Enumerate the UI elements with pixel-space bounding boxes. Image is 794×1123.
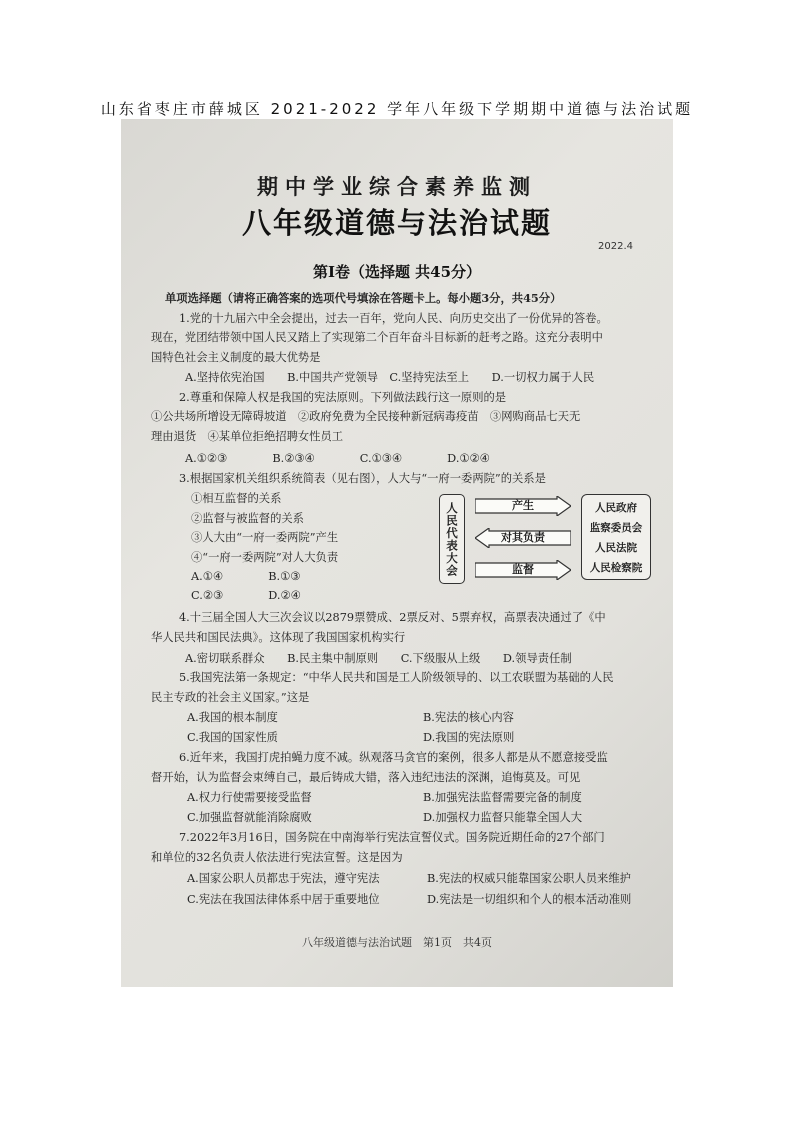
state-organs-box xyxy=(581,494,651,580)
text-line: ①相互监督的关系 xyxy=(191,492,282,505)
text-line: 理由退货 ④某单位拒绝招聘女性员工 xyxy=(151,430,344,443)
arrow-produce xyxy=(475,496,571,516)
text-line: 4.十三届全国人大三次会议以2879票赞成、2票反对、5票弃权，高票表决通过了《中 xyxy=(179,611,606,624)
text-line: 单项选择题（请将正确答案的选项代号填涂在答题卡上。每小题3分，共45分） xyxy=(165,291,562,305)
text-line: 民主专政的社会主义国家。”这是 xyxy=(151,691,310,704)
text-line: 7.2022年3月16日，国务院在中南海举行宪法宣誓仪式。国务院近期任命的27个部门 xyxy=(179,831,605,844)
text-line: 2.尊重和保障人权是我国的宪法原则。下列做法践行这一原则的是 xyxy=(179,391,507,404)
organ-supervisory: 监察委员会 xyxy=(589,521,643,534)
text-line: ③人大由“一府一委两院”产生 xyxy=(191,531,339,544)
text-line: A.坚持依宪治国 B.中国共产党领导 C.坚持宪法至上 D.一切权力属于人民 xyxy=(185,371,595,384)
text-line: ④“一府一委两院”对人大负责 xyxy=(191,551,339,564)
text-line: ②监督与被监督的关系 xyxy=(191,512,304,525)
section-title: 第Ⅰ卷（选择题 共45分） xyxy=(312,263,482,281)
arrow-supervise xyxy=(475,560,571,580)
exam-title-2: 八年级道德与法治试题 xyxy=(241,206,552,240)
organ-government: 人民政府 xyxy=(595,501,637,514)
text-line: 现在，党团结带领中国人民又踏上了实现第二个百年奋斗目标新的赶考之路。这充分表明中 xyxy=(151,331,603,344)
text-line: C.我国的国家性质 xyxy=(187,731,278,744)
text-line: 3.根据国家机关组织系统简表（见右图），人大与“一府一委两院”的关系是 xyxy=(179,472,546,485)
text-line: A.①②③ B.②③④ C.①③④ D.①②④ xyxy=(185,452,490,465)
text-line: 5.我国宪法第一条规定：“中华人民共和国是工人阶级领导的、以工农联盟为基础的人民 xyxy=(179,671,614,684)
text-line: 华人民共和国民法典》。这体现了我国国家机构实行 xyxy=(151,631,406,644)
arrow-label-supervise: 监督 xyxy=(512,563,534,576)
text-line: C.宪法在我国法律体系中居于重要地位 xyxy=(187,893,380,906)
exam-date: 2022.4 xyxy=(598,241,633,252)
text-line: A.国家公职人员都忠于宪法，遵守宪法 xyxy=(187,872,380,885)
arrow-responsible xyxy=(475,528,571,548)
text-line: 国特色社会主义制度的最大优势是 xyxy=(151,351,321,364)
document-header: 山东省枣庄市薛城区 2021-2022 学年八年级下学期期中道德与法治试题 xyxy=(100,100,694,118)
peoples-congress-box: 人民代表大会 xyxy=(439,494,465,584)
text-line: 督开始，认为监督会束缚自己，最后铸成大错，落入违纪违法的深渊，追悔莫及。可见 xyxy=(151,771,581,784)
text-line: B.加强宪法监督需要完备的制度 xyxy=(423,791,582,804)
text-line: D.宪法是一切组织和个人的根本活动准则 xyxy=(427,893,632,906)
text-line: D.加强权力监督只能靠全国人大 xyxy=(423,811,583,824)
exam-title-1: 期中学业综合素养监测 xyxy=(257,174,537,199)
organ-court: 人民法院 xyxy=(595,541,637,554)
state-organs-diagram xyxy=(439,494,651,586)
organ-procuratorate: 人民检察院 xyxy=(589,561,643,574)
arrow-label-responsible: 对其负责 xyxy=(501,531,545,544)
page-footer: 八年级道德与法治试题 第1页 共4页 xyxy=(302,936,492,949)
text-line: A.我国的根本制度 xyxy=(187,711,278,724)
text-line: B.宪法的核心内容 xyxy=(423,711,514,724)
text-line: A.权力行使需要接受监督 xyxy=(187,791,312,804)
text-line: D.我国的宪法原则 xyxy=(423,731,515,744)
text-line: ①公共场所增设无障碍坡道 ②政府免费为全民接种新冠病毒疫苗 ③网购商品七天无 xyxy=(151,410,581,423)
text-line: B.宪法的权威只能靠国家公职人员来维护 xyxy=(427,872,631,885)
text-line: A.①④ B.①③ xyxy=(191,570,301,583)
text-line: A.密切联系群众 B.民主集中制原则 C.下级服从上级 D.领导责任制 xyxy=(185,652,572,665)
exam-photo xyxy=(121,119,673,987)
text-line: 和单位的32名负责人依法进行宪法宣誓。这是因为 xyxy=(151,851,403,864)
arrow-label-produce: 产生 xyxy=(512,499,534,512)
text-line: 1.党的十九届六中全会提出，过去一百年，党向人民、向历史交出了一份优异的答卷。 xyxy=(179,312,608,325)
text-line: 6.近年来，我国打虎拍蝇力度不减。纵观落马贪官的案例，很多人都是从不愿意接受监 xyxy=(179,751,608,764)
text-line: C.②③ D.②④ xyxy=(191,589,301,602)
text-line: C.加强监督就能消除腐败 xyxy=(187,811,312,824)
